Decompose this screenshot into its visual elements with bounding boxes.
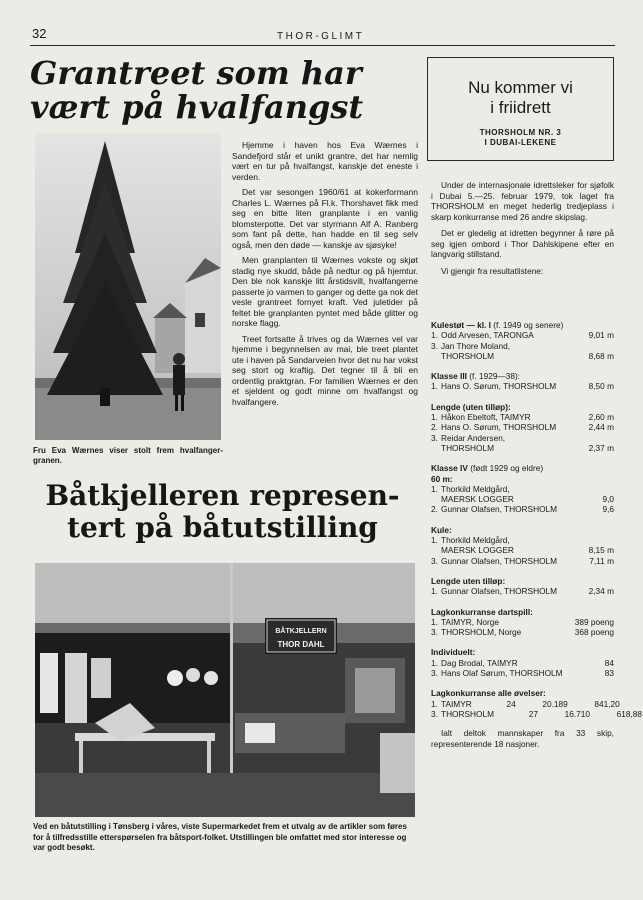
result-row: MAERSK LOGGER 9,0 — [441, 494, 614, 505]
sidebar-subtitle-line2: I DUBAI-LEKENE — [484, 138, 557, 147]
result-row: 1. TAIMYR 24 20.189 841,20 — [431, 698, 620, 709]
photo1-caption: Fru Eva Wærnes viser stolt frem hvalfanger-granen. — [33, 446, 223, 465]
result-row: 2. Hans O. Sørum, THORSHOLM 2,44 m — [431, 422, 614, 433]
result-row: 1. TAIMYR, Norge 389 poeng — [431, 616, 614, 627]
result-row: 2. Gunnar Olafsen, THORSHOLM 9,6 — [431, 504, 614, 515]
article2-title — [30, 480, 415, 544]
results-heading-klasse4: Klasse IV (født 1929 og eldre) — [431, 463, 544, 474]
spruce-tree-photo — [35, 133, 221, 440]
result-row: THORSHOLM 2,37 m — [441, 442, 614, 453]
results-list — [431, 320, 643, 749]
result-row: 3. Reidar Andersen, — [431, 432, 506, 443]
results-heading-individuelt: Individuelt: — [431, 647, 476, 658]
result-row: MAERSK LOGGER 8,15 m — [441, 545, 614, 556]
result-row: THORSHOLM 8,68 m — [441, 350, 614, 361]
sidebar-subtitle-line1: THORSHOLM NR. 3 — [479, 128, 562, 137]
result-row: 3. THORSHOLM 27 16.710 618,88 — [431, 708, 643, 719]
results-heading-lengde: Lengde (uten tilløp): — [431, 401, 511, 412]
article1-paragraph: Hjemme i haven hos Eva Wærnes i Sandefjord står et unikt grantre, det har nemlig vært en tur på hvalfangst, kanskje det eneste i verden. — [232, 140, 418, 182]
intro-paragraph: Under de internasjonale idrettsleker for sjøfolk i Dubai 5.—25. februar 1979, tok laget fra THORSHOLM en meget hederlig tredjeplass i skarp konkurranse med 26 andre skipslag. — [431, 180, 614, 222]
article1-body — [232, 140, 418, 412]
intro-paragraph: Det er gledelig at idretten begynner å røre på seg igjen ombord i Thor Dahlskipene efter en langvarig stillstand. — [431, 228, 614, 259]
sidebar-subtitle — [427, 128, 614, 148]
results-subheading-60m: 60 m: — [431, 473, 453, 484]
boat-exhibition-photo — [35, 563, 415, 817]
results-heading-dart: Lagkonkurranse dartspill: — [431, 606, 533, 617]
result-row: 1. Thorkild Meldgård, — [431, 535, 510, 546]
article1-paragraph: Men granplanten til Wærnes vokste og skjøt stadig nye skudd, både på nedtur og på hjemtur. Den ble nok kanskje litt årstidsvill, hvalfangerne passerte jo varmen to ganger og dette ga nok det vesle grantreet fornyet kraft. Ved juletider på feltet ble granplanten pyntet med både glitter og norske flagg. — [232, 255, 418, 328]
magazine-title: THOR-GLIMT — [277, 31, 365, 42]
photo2-caption: Ved en båtutstilling i Tønsberg i våres, viste Supermarkedet frem et utvalg av de artikler som føres for å tilfredsstille etterspørselen fra båtsport-folket. Utstillingen ble omfattet med stor interesse og var godt besøkt. — [33, 822, 407, 852]
results-heading-kulestot: Kulestøt — kl. I (f. 1949 og senere) — [431, 320, 564, 330]
result-row: 1. Thorkild Meldgård, — [431, 483, 510, 494]
results-heading-alle: Lagkonkurranse alle øvelser: — [431, 688, 546, 699]
result-row: 3. Jan Thore Moland, — [431, 340, 511, 351]
article2-title-line2: tert på båtutstilling — [67, 511, 378, 544]
result-row: 3. Gunnar Olafsen, THORSHOLM 7,11 m — [431, 555, 614, 566]
results-footer: Ialt deltok mannskaper fra 33 skip, representerende 18 nasjoner. — [431, 728, 614, 749]
intro-paragraph: Vi gjengir fra resultatlistene: — [441, 265, 544, 276]
result-row: 1. Hans O. Sørum, THORSHOLM 8,50 m — [431, 381, 614, 392]
result-row: 1. Håkon Ebeltoft, TAIMYR 2,60 m — [431, 412, 614, 423]
sign-line2: THOR DAHL — [277, 640, 325, 649]
article1-paragraph: Det var sesongen 1960/61 at kokerformann Charles L. Wærnes på Fl.k. Thorshavet fikk med seg en bitte liten granplante i en vanlig blomsterpotte. Det var styrmann Alf A. Ranberg som fant på dette, han hadde en til seg selv også, men den døde — kanskje av sjøsyke! — [232, 187, 418, 250]
result-row: 1. Odd Arvesen, TARONGA 9,01 m — [431, 330, 614, 341]
article1-title: Grantreet som har vært på hvalfangst — [30, 54, 364, 126]
results-heading-lengde2: Lengde uten tilløp: — [431, 575, 506, 586]
header-rule — [30, 45, 615, 46]
result-row: 3. THORSHOLM, Norge 368 poeng — [431, 627, 614, 638]
sidebar-title-line2: i friidrett — [490, 98, 551, 117]
result-row: 1. Dag Brodal, TAIMYR 84 — [431, 657, 614, 668]
sidebar-title — [427, 78, 614, 118]
results-heading-klasse3: Klasse III (f. 1929—38): — [431, 371, 521, 382]
sign-line1: BÅTKJELLERN — [275, 628, 327, 635]
result-row: 1. Gunnar Olafsen, THORSHOLM 2,34 m — [431, 586, 614, 597]
spruce-tree-illustration — [35, 133, 221, 440]
page-number: 32 — [32, 26, 47, 41]
exhibition-illustration — [35, 563, 415, 817]
sidebar-intro — [431, 180, 614, 282]
article1-paragraph: Treet fortsatte å trives og da Wærnes vel var hjemme i begynnelsen av mai, ble treet plantet ute i haven på Sandarveien hvor det nu har vokst seg stort og kraftig. Det tegner til å bli en ordentlig praktgran. For familien Wærnes er den et sjeldent og godt minne om hvalfangst og hvalfangere. — [232, 333, 418, 407]
results-heading-kule: Kule: — [431, 524, 452, 535]
result-row: 3. Hans Olaf Sørum, THORSHOLM 83 — [431, 668, 614, 679]
article2-title-line1: Båtkjelleren represen- — [45, 479, 400, 512]
sidebar-title-line1: Nu kommer vi — [468, 78, 573, 97]
